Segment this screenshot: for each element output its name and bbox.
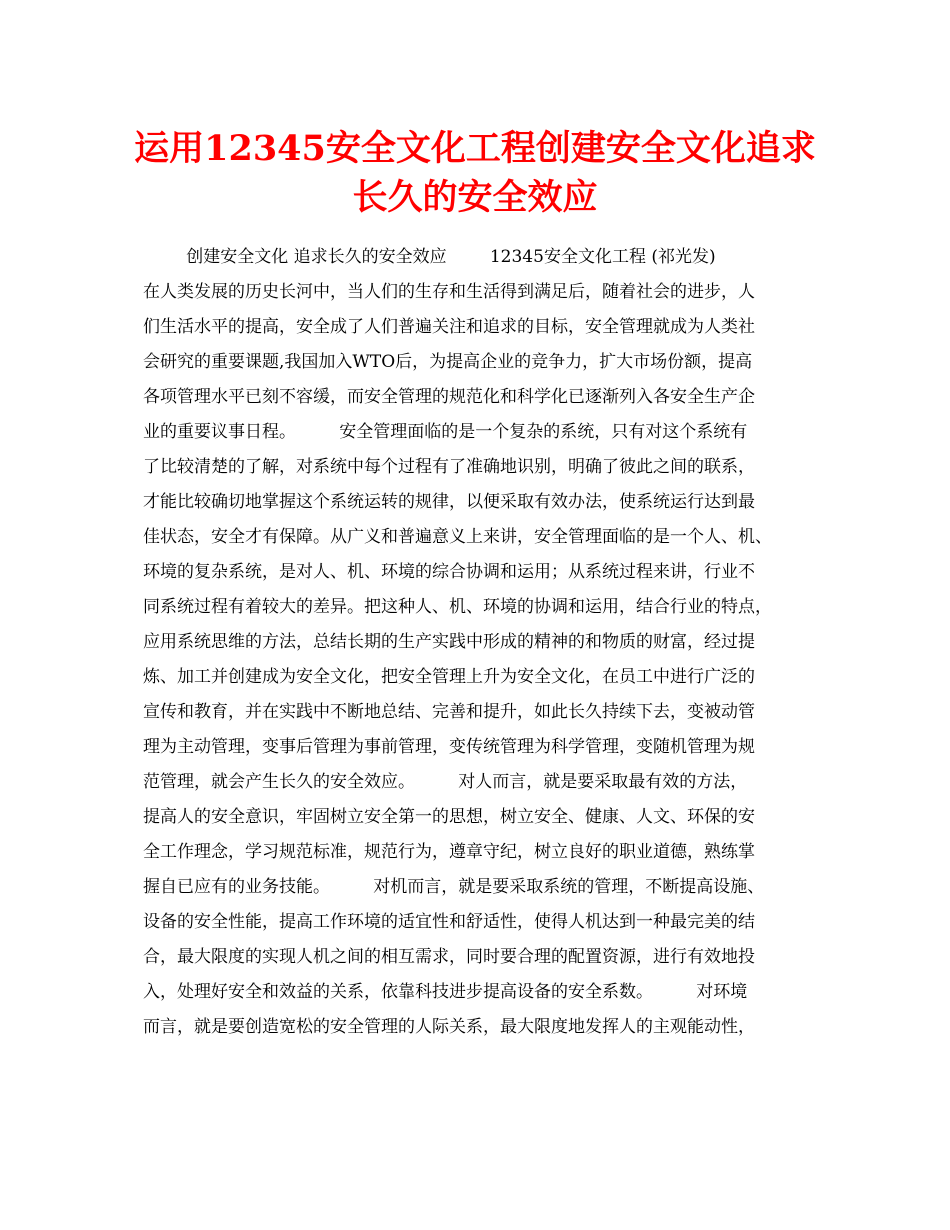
body-line: 设备的安全性能，提高工作环境的适宜性和舒适性，使得人机达到一种最完美的结 <box>143 912 755 932</box>
body-line: 会研究的重要课题,我国加入WTO后，为提高企业的竞争力，扩大市场份额，提高 <box>143 352 753 372</box>
body-line: 宣传和教育，并在实践中不断地总结、完善和提升，如此长久持续下去，变被动管 <box>143 702 755 722</box>
body-line: 全工作理念，学习规范标准，规范行为，遵章守纪，树立良好的职业道德，熟练掌 <box>143 842 755 862</box>
body-line: 提高人的安全意识，牢固树立安全第一的思想，树立安全、健康、人文、环保的安 <box>143 807 755 827</box>
body-line: 业的重要议事日程。 安全管理面临的是一个复杂的系统，只有对这个系统有 <box>143 422 748 442</box>
body-line: 才能比较确切地掌握这个系统运转的规律，以便采取有效办法，使系统运行达到最 <box>143 492 755 512</box>
body-line: 入，处理好安全和效益的关系，依靠科技进步提高设备的安全系数。 对环境 <box>143 982 748 1002</box>
body-line: 而言，就是要创造宽松的安全管理的人际关系，最大限度地发挥人的主观能动性， <box>143 1017 755 1037</box>
body-line: 应用系统思维的方法，总结长期的生产实践中形成的精神的和物质的财富，经过提 <box>143 632 755 652</box>
body-line: 各项管理水平已刻不容缓，而安全管理的规范化和科学化已逐渐列入各安全生产企 <box>143 387 755 407</box>
body-line: 佳状态，安全才有保障。从广义和普遍意义上来讲，安全管理面临的是一个人、机、 <box>143 527 772 547</box>
body-line: 握自已应有的业务技能。 对机而言，就是要采取系统的管理，不断提高设施、 <box>143 877 765 897</box>
body-line: 在人类发展的历史长河中，当人们的生存和生活得到满足后，随着社会的进步，人 <box>143 282 755 302</box>
title-line-1: 运用12345安全文化工程创建安全文化追求 <box>134 128 816 169</box>
body-line: 了比较清楚的了解，对系统中每个过程有了准确地识别，明确了彼此之间的联系， <box>143 457 755 477</box>
body-line: 范管理，就会产生长久的安全效应。 对人而言，就是要采取最有效的方法， <box>143 772 748 792</box>
body-line: 创建安全文化 追求长久的安全效应 12345安全文化工程 (祁光发) <box>143 247 716 267</box>
body-line: 炼、加工并创建成为安全文化，把安全管理上升为安全文化，在员工中进行广泛的 <box>143 667 755 687</box>
body-line: 环境的复杂系统，是对人、机、环境的综合协调和运用；从系统过程来讲，行业不 <box>143 562 755 582</box>
body-line: 合，最大限度的实现人机之间的相互需求，同时要合理的配置资源，进行有效地投 <box>143 947 755 967</box>
title-line-2: 长久的安全效应 <box>352 177 598 218</box>
document-title <box>100 124 850 222</box>
document-body <box>143 240 823 1045</box>
body-line: 们生活水平的提高，安全成了人们普遍关注和追求的目标，安全管理就成为人类社 <box>143 317 755 337</box>
body-line: 同系统过程有着较大的差异。把这种人、机、环境的协调和运用，结合行业的特点， <box>143 597 772 617</box>
body-line: 理为主动管理，变事后管理为事前管理，变传统管理为科学管理，变随机管理为规 <box>143 737 755 757</box>
